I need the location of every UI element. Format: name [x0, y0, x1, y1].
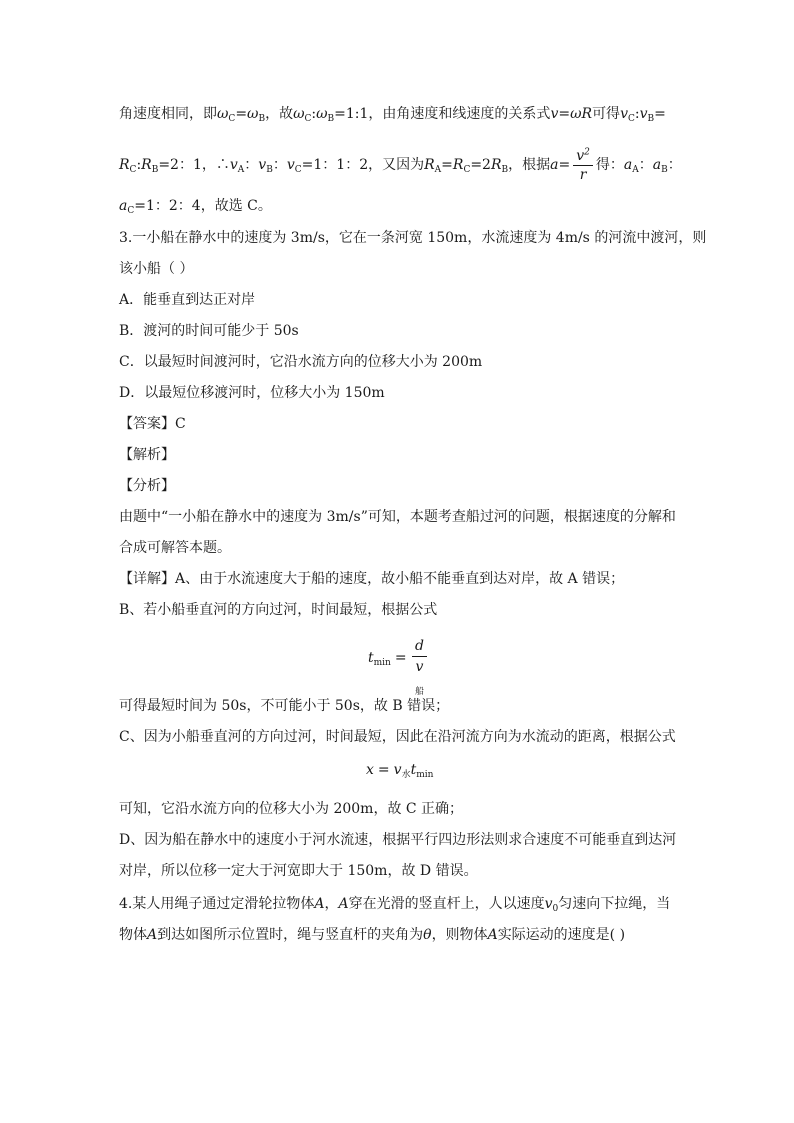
fraction-d-over-v: d $v_船$: [412, 636, 427, 697]
equation-x: $x = v_水t_{min}$: [366, 762, 434, 780]
q3-detail-c: C、因为小船垂直河的方向过河，时间最短，因此在沿河流方向为水流动的距离，根据公式: [119, 729, 676, 745]
answer-tag: 【答案】: [119, 416, 175, 432]
detail-tag: 【详解】: [119, 571, 175, 587]
q3-fenxi-line-2: 合成可解答本题。: [119, 540, 231, 556]
q3-fenxi-line-1: 由题中“一小船在静水中的速度为 3m/s”可知，本题考查船过河的问题，根据速度的分解和: [119, 509, 676, 525]
q3-detail-d-line-2: 对岸，所以位移一定大于河宽即大于 150m，故 D 错误。: [119, 863, 478, 879]
prev-solution-line-2: $R_C:R_B=2$：1，$\therefore v_A$：$v_B$：$v_C=1$：1：2，又因为$R_A=R_C=2R_B$，根据a= $\frac{v^2}{r}$ 得：$a_A$：$a_B$：: [119, 146, 682, 183]
q3-detail-b2: 可得最短时间为 50s，不可能小于 50s，故 B 错误；: [119, 698, 450, 714]
q3-option-c: C．以最短时间渡河时，它沿水流方向的位移大小为 200m: [119, 354, 483, 370]
fraction-v2-over-r: $\frac{v^2}{r}$: [573, 147, 593, 184]
q3-option-b: B．渡河的时间可能少于 50s: [119, 323, 299, 339]
prev-solution-line-3: $a_C=1$：2：4，故选 C。: [119, 198, 272, 216]
q4-stem-line-2: 物体A到达如图所示位置时，绳与竖直杆的夹角为θ，则物体A实际运动的速度是( ): [119, 927, 626, 943]
prev-solution-line-1: 角速度相同，即$\omega_C=\omega_B$，故$\omega_C:\omega_B=1:1$，由角速度和线速度的关系式v=ωR可得$v_C:v_B=$: [119, 106, 666, 124]
q3-analysis-tag: 【解析】: [119, 447, 175, 463]
q3-detail-a: 【详解】A、由于水流速度大于船的速度，故小船不能垂直到达对岸，故 A 错误；: [119, 571, 625, 587]
q3-detail-b: B、若小船垂直河的方向过河，时间最短，根据公式: [119, 602, 438, 618]
q3-option-d: D．以最短位移渡河时，位移大小为 150m: [119, 385, 385, 401]
document-page: 角速度相同，即$\omega_C=\omega_B$，故$\omega_C:\omega_B=1:1$，由角速度和线速度的关系式v=ωR可得$v_C:v_B=$ $R_C:R_B=2$：1，$\therefore v_A$：$v_B$：$v_C=1$：1：2，又因为$R_A=R_C=2R_B$，根据a= $\frac{v^2}{r}$ 得：$a_A$：$a_B$： $a_C=1$：2：4，故选 C。 3.一小船在静水中的速度为 3m/s，它在一条河宽 150m，水流速度为 4m/s 的河流中渡河，则 该小船（ ） A．能垂直到达正对岸 B．渡河的时间可能少于 50s C．以最短时间渡河时，它沿水流方向的位移大小为 200m D．以最短位移渡河时，位移大小为 150m 【答案】C 【解析】 【分析】 由题中“一小船在静水中的速度为 3m/s”可知，本题考查船过河的问题，根据速度的分解和 合成可解答本题。 【详解】A、由于水流速度大于船的速度，故小船不能垂直到达对岸，故 A 错误； B、若小船垂直河的方向过河，时间最短，根据公式 $t_{min}$ = d $v_船$ 可得最短时间为 50s，不可能小于 50s，故 B 错误； C、因为小船垂直河的方向过河，时间最短，因此在沿河流方向为水流动的距离，根据公式 $x = v_水t_{min}$ 可知，它沿水流方向的位移大小为 200m，故 C 正确； D、因为船在静水中的速度小于河水流速，根据平行四边形法则求合速度不可能垂直到达河 对岸，所以位移一定大于河宽即大于 150m，故 D 错误。 4.某人用绳子通过定滑轮拉物体A，A穿在光滑的竖直杆上，人以速度$v_0$匀速向下拉绳，当 物体A到达如图所示位置时，绳与竖直杆的夹角为θ，则物体A实际运动的速度是( ): [119, 106, 707, 943]
answer-value: C: [175, 416, 186, 432]
q3-answer: [119, 414, 186, 434]
q3-detail-c2: 可知，它沿水流方向的位移大小为 200m，故 C 正确；: [119, 801, 464, 817]
q3-stem-line-2: 该小船（ ）: [119, 261, 194, 277]
q3-stem-line-1: 3.一小船在静水中的速度为 3m/s，它在一条河宽 150m，水流速度为 4m/s 的河流中渡河，则: [119, 230, 707, 246]
q3-fenxi-tag: 【分析】: [119, 478, 175, 494]
q3-detail-d-line-1: D、因为船在静水中的速度小于河水流速，根据平行四边形法则求合速度不可能垂直到达河: [119, 832, 677, 848]
q4-stem-line-1: 4.某人用绳子通过定滑轮拉物体A，A穿在光滑的竖直杆上，人以速度$v_0$匀速向下拉绳，当: [119, 896, 671, 914]
q3-option-a: A．能垂直到达正对岸: [119, 292, 256, 308]
